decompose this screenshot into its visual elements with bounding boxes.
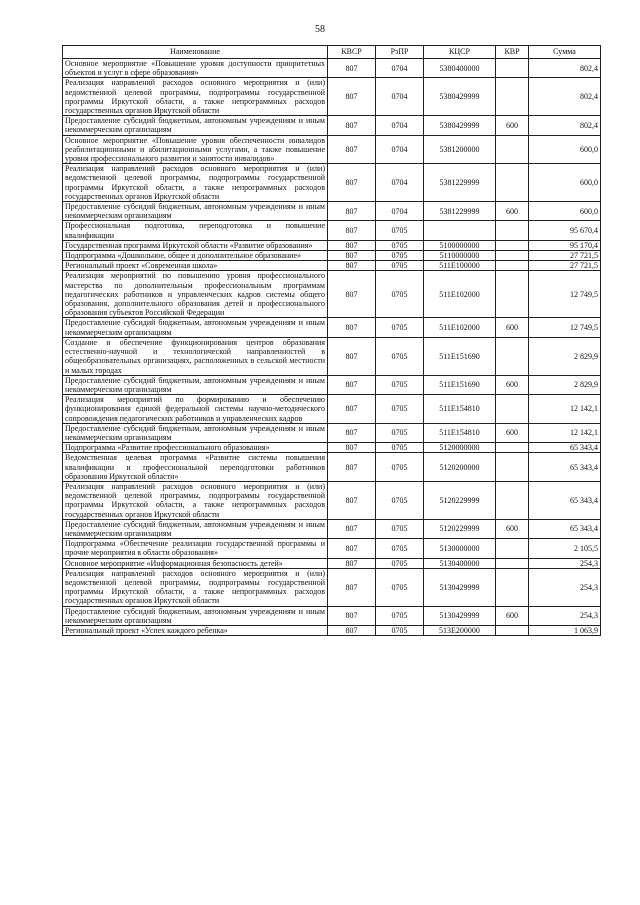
cell-kvsr: 807 xyxy=(328,78,376,116)
cell-name: Региональный проект «Успех каждого ребенка» xyxy=(63,625,328,635)
cell-kvsr: 807 xyxy=(328,116,376,135)
cell-rzpr: 0704 xyxy=(376,116,424,135)
table-row xyxy=(63,558,601,568)
cell-rzpr: 0704 xyxy=(376,164,424,202)
cell-kvsr: 807 xyxy=(328,395,376,424)
cell-kcsr: 5130429999 xyxy=(424,606,496,625)
cell-rzpr: 0705 xyxy=(376,453,424,482)
cell-kvsr: 807 xyxy=(328,221,376,240)
cell-kvr xyxy=(496,558,529,568)
cell-rzpr: 0705 xyxy=(376,423,424,442)
cell-name: Предоставление субсидий бюджетным, автономным учреждениям и иным некоммерческим организациям xyxy=(63,116,328,135)
table-row xyxy=(63,221,601,240)
cell-rzpr: 0704 xyxy=(376,78,424,116)
cell-sum: 254,3 xyxy=(529,568,601,606)
cell-kvr: 600 xyxy=(496,202,529,221)
cell-kvr xyxy=(496,221,529,240)
cell-kvr: 600 xyxy=(496,375,529,394)
cell-sum: 65 343,4 xyxy=(529,519,601,538)
cell-kvr: 600 xyxy=(496,318,529,337)
table-row xyxy=(63,606,601,625)
cell-kvsr: 807 xyxy=(328,625,376,635)
cell-kvsr: 807 xyxy=(328,539,376,558)
cell-rzpr: 0705 xyxy=(376,240,424,250)
table-row xyxy=(63,116,601,135)
cell-rzpr: 0705 xyxy=(376,568,424,606)
cell-kvr xyxy=(496,240,529,250)
table-row xyxy=(63,78,601,116)
cell-kvsr: 807 xyxy=(328,318,376,337)
cell-name: Создание и обеспечение функционирования центров образования естественно-научной и технологической направленностей в общеобразовательных организациях, расположенных в сельской местности и малых городах xyxy=(63,337,328,375)
cell-kcsr: 511E102000 xyxy=(424,271,496,318)
cell-kvsr: 807 xyxy=(328,271,376,318)
cell-kvr xyxy=(496,395,529,424)
cell-sum: 95 170,4 xyxy=(529,240,601,250)
cell-name: Подпрограмма «Обеспечение реализации государственной программы и прочие мероприятия в области образования» xyxy=(63,539,328,558)
cell-name: Реализация мероприятий по повышению уровня профессионального мастерства по дополнительным профессиональным программам педагогических работников и управленческих кадров системы общего образования, дополнительного образования детей и профессионального образования субъектов Российской Федерации xyxy=(63,271,328,318)
cell-kvr: 600 xyxy=(496,519,529,538)
cell-sum: 2 829,9 xyxy=(529,375,601,394)
cell-kcsr: 511E100000 xyxy=(424,261,496,271)
cell-kcsr: 511E154810 xyxy=(424,423,496,442)
cell-kvr xyxy=(496,164,529,202)
cell-kcsr: 5381229999 xyxy=(424,164,496,202)
table-row xyxy=(63,519,601,538)
cell-name: Основное мероприятие «Информационная безопасность детей» xyxy=(63,558,328,568)
cell-kcsr: 5130000000 xyxy=(424,539,496,558)
cell-rzpr: 0704 xyxy=(376,59,424,78)
cell-sum: 2 829,9 xyxy=(529,337,601,375)
table-row xyxy=(63,443,601,453)
cell-kvsr: 807 xyxy=(328,202,376,221)
cell-name: Реализация направлений расходов основного мероприятия и (или) ведомственной целевой программы, подпрограммы государственной программы Иркутской области, а также непрограммных расходов государственных органов Иркутской области xyxy=(63,568,328,606)
cell-kvsr: 807 xyxy=(328,558,376,568)
header-kvsr: КВСР xyxy=(328,46,376,59)
table-row xyxy=(63,59,601,78)
cell-kvsr: 807 xyxy=(328,519,376,538)
cell-name: Предоставление субсидий бюджетным, автономным учреждениям и иным некоммерческим организациям xyxy=(63,606,328,625)
cell-rzpr: 0705 xyxy=(376,443,424,453)
cell-kvr xyxy=(496,59,529,78)
cell-name: Реализация направлений расходов основного мероприятия и (или) ведомственной целевой программы, подпрограммы государственной программы Иркутской области, а также непрограммных расходов государственных органов Иркутской области xyxy=(63,481,328,519)
cell-sum: 802,4 xyxy=(529,116,601,135)
cell-name: Реализация мероприятий по формированию и обеспечению функционирования единой федеральной системы научно-методического сопровождения педагогических работников и управленческих кадров xyxy=(63,395,328,424)
cell-sum: 65 343,4 xyxy=(529,453,601,482)
cell-kvr xyxy=(496,625,529,635)
cell-kcsr: 5120229999 xyxy=(424,481,496,519)
table-row xyxy=(63,568,601,606)
cell-kvr xyxy=(496,78,529,116)
cell-sum: 1 063,9 xyxy=(529,625,601,635)
table-row xyxy=(63,318,601,337)
cell-rzpr: 0705 xyxy=(376,221,424,240)
cell-kvr: 600 xyxy=(496,116,529,135)
cell-rzpr: 0705 xyxy=(376,606,424,625)
budget-table xyxy=(62,45,601,636)
cell-rzpr: 0705 xyxy=(376,625,424,635)
cell-kcsr: 513E200000 xyxy=(424,625,496,635)
cell-rzpr: 0705 xyxy=(376,271,424,318)
cell-kvsr: 807 xyxy=(328,251,376,261)
cell-kvsr: 807 xyxy=(328,135,376,164)
table-row xyxy=(63,271,601,318)
cell-name: Основное мероприятие «Повышение уровня доступности приоритетных объектов и услуг в сфере образования» xyxy=(63,59,328,78)
cell-kvsr: 807 xyxy=(328,443,376,453)
cell-rzpr: 0705 xyxy=(376,318,424,337)
cell-sum: 254,3 xyxy=(529,606,601,625)
cell-kvr: 600 xyxy=(496,606,529,625)
cell-kvr xyxy=(496,251,529,261)
table-header-row xyxy=(63,46,601,59)
cell-kcsr xyxy=(424,221,496,240)
table-row xyxy=(63,261,601,271)
cell-sum: 95 670,4 xyxy=(529,221,601,240)
cell-sum: 12 749,5 xyxy=(529,271,601,318)
cell-name: Подпрограмма «Развитие профессионального образования» xyxy=(63,443,328,453)
cell-name: Реализация направлений расходов основного мероприятия и (или) ведомственной целевой программы, подпрограммы государственной программы Иркутской области, а также непрограммных расходов государственных органов Иркутской области xyxy=(63,164,328,202)
cell-kvr xyxy=(496,453,529,482)
cell-sum: 254,3 xyxy=(529,558,601,568)
cell-kvsr: 807 xyxy=(328,568,376,606)
table-row xyxy=(63,240,601,250)
cell-kcsr: 5100000000 xyxy=(424,240,496,250)
cell-rzpr: 0705 xyxy=(376,519,424,538)
cell-sum: 12 142,1 xyxy=(529,423,601,442)
cell-kvr: 600 xyxy=(496,423,529,442)
table-row xyxy=(63,337,601,375)
cell-kcsr: 511E154810 xyxy=(424,395,496,424)
cell-kvsr: 807 xyxy=(328,337,376,375)
table-row xyxy=(63,625,601,635)
header-kcsr: КЦСР xyxy=(424,46,496,59)
cell-kvsr: 807 xyxy=(328,375,376,394)
cell-kcsr: 511E151690 xyxy=(424,337,496,375)
cell-sum: 65 343,4 xyxy=(529,481,601,519)
cell-kvr xyxy=(496,481,529,519)
cell-kcsr: 5380429999 xyxy=(424,78,496,116)
cell-rzpr: 0705 xyxy=(376,539,424,558)
cell-kcsr: 5120200000 xyxy=(424,453,496,482)
cell-kcsr: 5380400000 xyxy=(424,59,496,78)
cell-kvsr: 807 xyxy=(328,261,376,271)
cell-sum: 600,0 xyxy=(529,135,601,164)
cell-name: Основное мероприятие «Повышение уровня обеспеченности инвалидов реабилитационными и абилитационными услугами, а также повышение уровня профессионального развития и занятости инвалидов» xyxy=(63,135,328,164)
table-row xyxy=(63,395,601,424)
cell-name: Региональный проект «Современная школа» xyxy=(63,261,328,271)
table-row xyxy=(63,135,601,164)
cell-rzpr: 0705 xyxy=(376,261,424,271)
cell-kvr xyxy=(496,443,529,453)
cell-name: Предоставление субсидий бюджетным, автономным учреждениям и иным некоммерческим организациям xyxy=(63,423,328,442)
cell-name: Ведомственная целевая программа «Развитие системы повышения квалификации и профессиональной переподготовки работников образования Иркутской области» xyxy=(63,453,328,482)
page-number: 58 xyxy=(315,24,325,35)
table-row xyxy=(63,453,601,482)
header-name: Наименование xyxy=(63,46,328,59)
cell-rzpr: 0705 xyxy=(376,481,424,519)
cell-kvr xyxy=(496,568,529,606)
cell-name: Реализация направлений расходов основного мероприятия и (или) ведомственной целевой программы, подпрограммы государственной программы Иркутской области, а также непрограммных расходов государственных органов Иркутской области xyxy=(63,78,328,116)
cell-name: Предоставление субсидий бюджетным, автономным учреждениям и иным некоммерческим организациям xyxy=(63,318,328,337)
cell-name: Предоставление субсидий бюджетным, автономным учреждениям и иным некоммерческим организациям xyxy=(63,202,328,221)
cell-kcsr: 5120000000 xyxy=(424,443,496,453)
cell-kcsr: 5110000000 xyxy=(424,251,496,261)
cell-sum: 600,0 xyxy=(529,202,601,221)
cell-rzpr: 0705 xyxy=(376,337,424,375)
table-row xyxy=(63,539,601,558)
cell-name: Предоставление субсидий бюджетным, автономным учреждениям и иным некоммерческим организациям xyxy=(63,375,328,394)
cell-kcsr: 511E102000 xyxy=(424,318,496,337)
table-row xyxy=(63,375,601,394)
cell-kvsr: 807 xyxy=(328,453,376,482)
cell-sum: 802,4 xyxy=(529,78,601,116)
cell-rzpr: 0704 xyxy=(376,135,424,164)
cell-kcsr: 5130429999 xyxy=(424,568,496,606)
cell-rzpr: 0704 xyxy=(376,202,424,221)
cell-kvsr: 807 xyxy=(328,606,376,625)
cell-kcsr: 5120229999 xyxy=(424,519,496,538)
cell-kvsr: 807 xyxy=(328,59,376,78)
table-row xyxy=(63,481,601,519)
cell-sum: 65 343,4 xyxy=(529,443,601,453)
cell-sum: 2 105,5 xyxy=(529,539,601,558)
cell-rzpr: 0705 xyxy=(376,558,424,568)
cell-sum: 600,0 xyxy=(529,164,601,202)
cell-name: Предоставление субсидий бюджетным, автономным учреждениям и иным некоммерческим организациям xyxy=(63,519,328,538)
cell-name: Профессиональная подготовка, переподготовка и повышение квалификации xyxy=(63,221,328,240)
cell-sum: 802,4 xyxy=(529,59,601,78)
cell-kvr xyxy=(496,271,529,318)
table-row xyxy=(63,423,601,442)
cell-kvsr: 807 xyxy=(328,423,376,442)
cell-kvr xyxy=(496,337,529,375)
cell-kcsr: 511E151690 xyxy=(424,375,496,394)
cell-kvsr: 807 xyxy=(328,164,376,202)
header-kvr: КВР xyxy=(496,46,529,59)
cell-sum: 27 721,5 xyxy=(529,251,601,261)
cell-rzpr: 0705 xyxy=(376,375,424,394)
cell-kvr xyxy=(496,135,529,164)
table-row xyxy=(63,202,601,221)
header-sum: Сумма xyxy=(529,46,601,59)
cell-rzpr: 0705 xyxy=(376,395,424,424)
cell-kcsr: 5380429999 xyxy=(424,116,496,135)
cell-name: Подпрограмма «Дошкольное, общее и дополнительное образование» xyxy=(63,251,328,261)
cell-kvsr: 807 xyxy=(328,481,376,519)
cell-sum: 27 721,5 xyxy=(529,261,601,271)
cell-name: Государственная программа Иркутской области «Развитие образования» xyxy=(63,240,328,250)
cell-kcsr: 5381229999 xyxy=(424,202,496,221)
cell-kvr xyxy=(496,261,529,271)
cell-kvsr: 807 xyxy=(328,240,376,250)
table-row xyxy=(63,164,601,202)
cell-kcsr: 5381200000 xyxy=(424,135,496,164)
cell-sum: 12 142,1 xyxy=(529,395,601,424)
cell-kcsr: 5130400000 xyxy=(424,558,496,568)
cell-sum: 12 749,5 xyxy=(529,318,601,337)
table-row xyxy=(63,251,601,261)
cell-rzpr: 0705 xyxy=(376,251,424,261)
cell-kvr xyxy=(496,539,529,558)
header-rzpr: РзПР xyxy=(376,46,424,59)
